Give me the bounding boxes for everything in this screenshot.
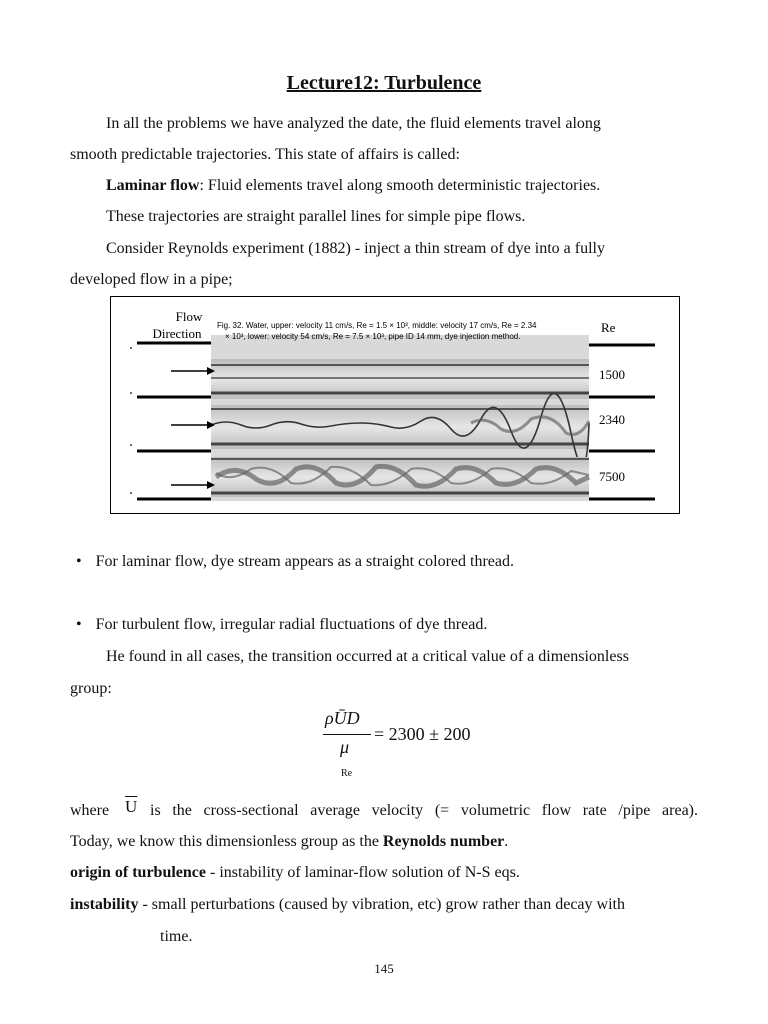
intro-line-1: In all the problems we have analyzed the date, the fluid elements travel along [106,115,601,132]
re-header: Re [601,320,616,335]
laminar-definition [106,176,600,196]
bullet-2-text: For turbulent flow, irregular radial fluctuations of dye thread. [95,616,488,633]
flow-label-1: Flow [175,309,203,324]
reynolds-experiment-figure [110,296,680,514]
origin-line [70,863,520,883]
re-value-2: 2340 [599,412,625,427]
re-value-1: 1500 [599,367,625,382]
figure-caption-line-1: Fig. 32. Water, upper: velocity 11 cm/s, Re = 1.5 × 10³, middle: velocity 17 cm/s, Re = 2.34 [217,321,537,330]
today-text: Today, we know this dimensionless group as the [70,833,383,850]
re-value-3: 7500 [599,469,625,484]
flow-arrow-2-icon [171,421,215,429]
bullet-item-2 [76,615,487,635]
laminar-def-text: : Fluid elements travel along smooth deterministic trajectories. [199,177,601,194]
today-period: . [504,833,509,850]
bullet-1-text: For laminar flow, dye stream appears as a straight colored thread. [95,553,514,570]
laminar-line-2: These trajectories are straight parallel lines for simple pipe flows. [106,208,526,225]
equation-subscript: Re [341,768,353,779]
dot-mark-4 [130,492,132,494]
page-number: 145 [374,961,394,976]
figure-caption-line-2: × 10³, lower: velocity 54 cm/s, Re = 7.5 × 10³, pipe ID 14 mm, dye injection method. [225,332,521,341]
figure-drawing [111,297,681,515]
origin-def: - instability of laminar-flow solution of N-S eqs. [206,864,520,881]
instability-def: - small perturbations (caused by vibration, etc) grow rather than decay with [138,896,625,913]
dot-mark-1 [130,347,132,349]
where-word: where [70,802,110,819]
bullet-item-1 [76,552,514,572]
found-line-1: He found in all cases, the transition occurred at a critical value of a dimensionless [106,648,629,665]
instability-line-2: time. [160,928,193,945]
bullet-icon: • [76,553,82,570]
where-rest: is the cross-sectional average velocity (= volumetric flow rate /pipe area). [150,802,698,819]
instability-term: instability [70,896,139,913]
instability-line [70,895,625,915]
equation-denominator: μ [340,737,350,757]
dot-mark-2 [130,392,132,394]
origin-term: origin of turbulence [70,864,206,881]
page-title: Lecture12: Turbulence [286,72,482,94]
laminar-term: Laminar flow [106,177,200,194]
bullet-icon: • [76,616,82,633]
u-bar-symbol: $\overline{U}$ [125,797,138,816]
intro-line-2: smooth predictable trajectories. This state of affairs is called: [70,146,460,163]
flow-arrow-1-icon [171,367,215,375]
found-line-2: group: [70,680,112,697]
reynolds-line-2: developed flow in a pipe; [70,271,233,288]
equation-rhs: = 2300 ± 200 [374,724,471,744]
equation-numerator: ρŪD [325,708,360,728]
flow-arrow-3-icon [171,481,215,489]
flow-label-2: Direction [152,326,202,341]
reynolds-line-1: Consider Reynolds experiment (1882) - inject a thin stream of dye into a fully [106,240,605,257]
equation-fraction-bar [323,734,371,735]
today-line [70,832,508,852]
reynolds-number-term: Reynolds number [382,833,505,850]
dot-mark-3 [130,444,132,446]
